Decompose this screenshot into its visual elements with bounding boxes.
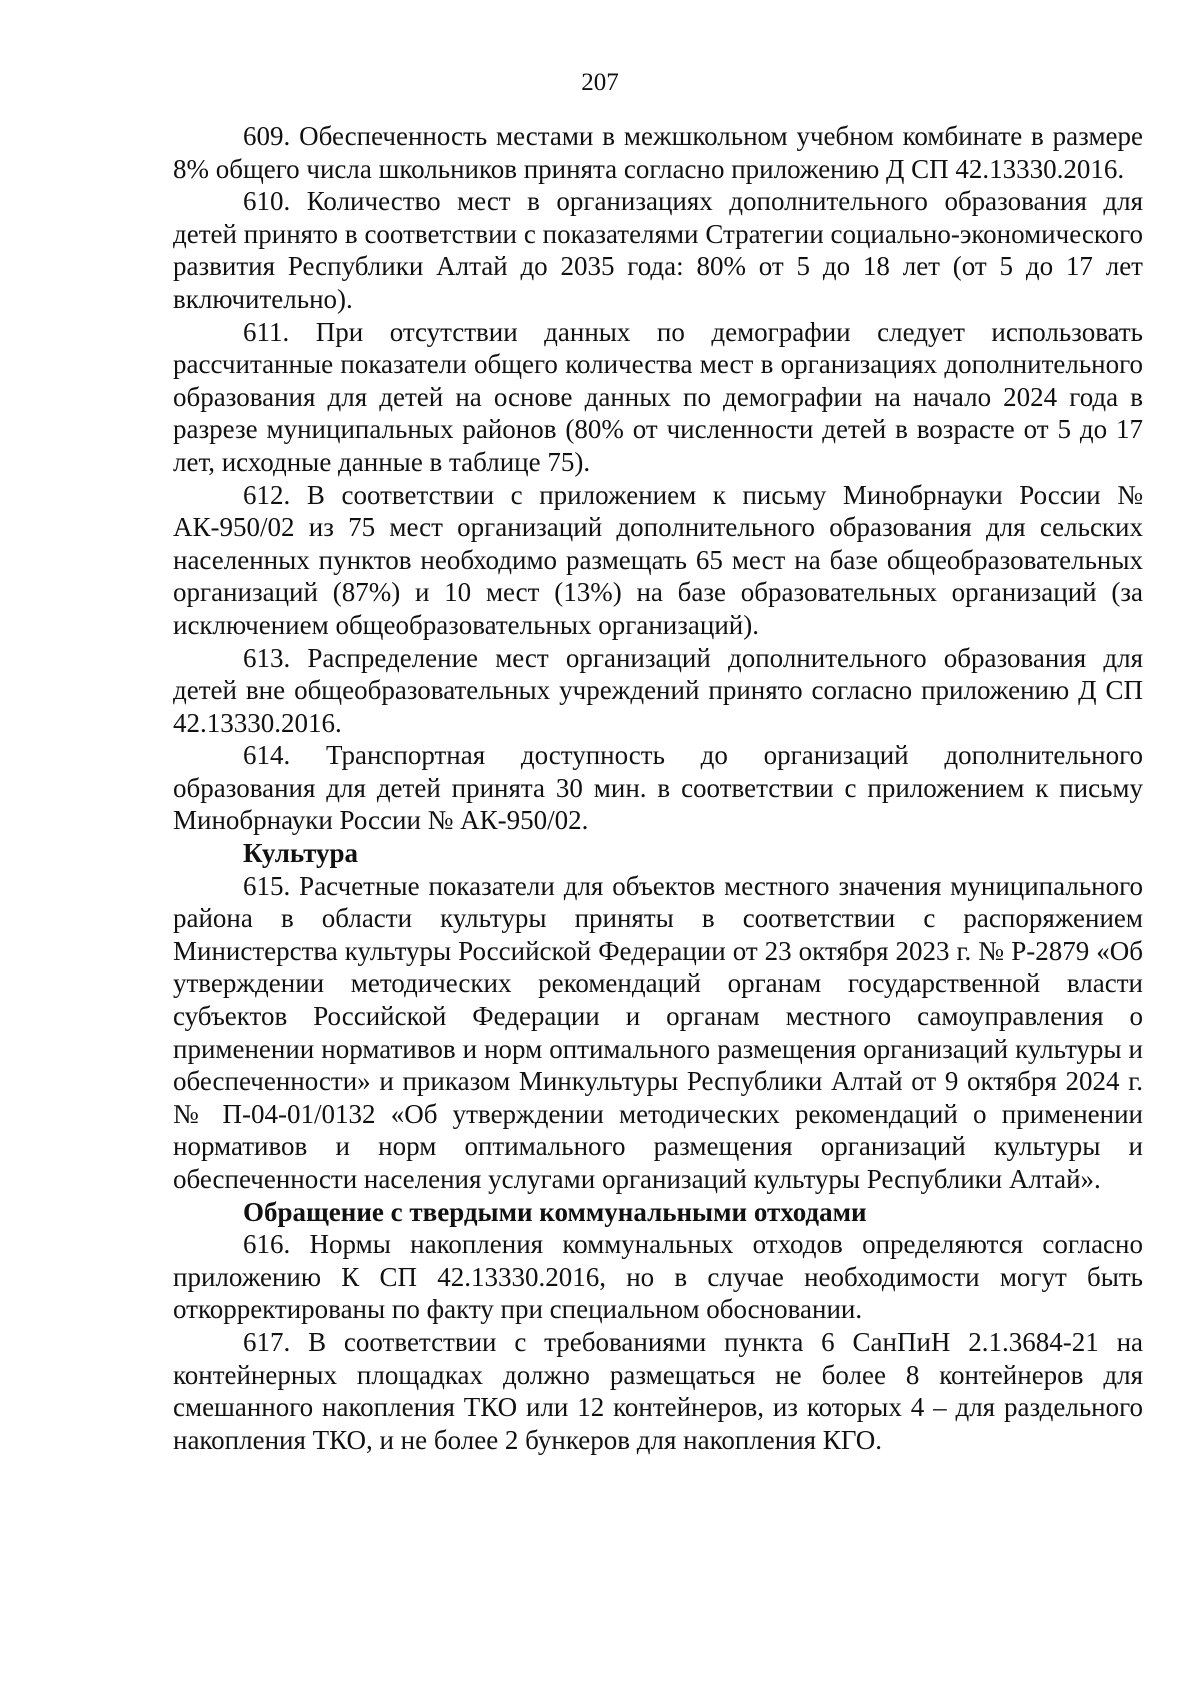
paragraph-615: 615. Расчетные показатели для объектов местного значения муниципального района в области культуры приняты в соответствии с распоряжением Министерства культуры Российской Федерации от 23 октября 2023 г. № Р-2879 «Об утверждении методических рекомендаций органам государственной власти субъектов Российской Федерации и органам местного самоуправления о применении нормативов и норм оптимального размещения организаций культуры и обеспеченности» и приказом Минкультуры Республики Алтай от 9 октября 2024 г. № П-04-01/0132 «Об утверждении методических рекомендаций о применении нормативов и норм оптимального размещения организаций культуры и обеспеченности населения услугами организаций культуры Республики Алтай». xyxy=(173,870,1143,1194)
paragraph-614: 614. Транспортная доступность до организаций дополнительного образования для детей принята 30 мин. в соответствии с приложением к письму Минобрнауки России № АК-950/02. xyxy=(173,740,1143,836)
paragraph-616: 616. Нормы накопления коммунальных отходов определяются согласно приложению К СП 42.13330.2016, но в случае необходимости могут быть откорректированы по факту при специальном обосновании. xyxy=(173,1229,1143,1325)
section-heading-culture: Культура xyxy=(243,838,359,869)
paragraph-613: 613. Распределение мест организаций дополнительного образования для детей вне общеобразовательных учреждений принято согласно приложению Д СП 42.13330.2016. xyxy=(173,642,1143,738)
paragraph-612: 612. В соответствии с приложением к письму Минобрнауки России № АК-950/02 из 75 мест организаций дополнительного образования для сельских населенных пунктов необходимо размещать 65 мест на базе общеобразовательных организаций (87%) и 10 мест (13%) на базе образовательных организаций (за исключением общеобразовательных организаций). xyxy=(173,479,1143,640)
paragraph-611: 611. При отсутствии данных по демографии следует использовать рассчитанные показатели общего количества мест в организациях дополнительного образования для детей на основе данных по демографии на начало 2024 года в разрезе муниципальных районов (80% от численности детей в возрасте от 5 до 17 лет, исходные данные в таблице 75). xyxy=(173,316,1143,477)
page-number: 207 xyxy=(581,69,619,96)
section-heading-waste: Обращение с твердыми коммунальными отходами xyxy=(243,1196,867,1227)
document-body xyxy=(173,120,1143,1456)
paragraph-610: 610. Количество мест в организациях дополнительного образования для детей принято в соответствии с показателями Стратегии социально-экономического развития Республики Алтай до 2035 года: 80% от 5 до 18 лет (от 5 до 17 лет включительно). xyxy=(173,186,1143,314)
paragraph-609: 609. Обеспеченность местами в межшкольном учебном комбинате в размере 8% общего числа школьников принята согласно приложению Д СП 42.13330.2016. xyxy=(173,121,1143,184)
paragraph-617: 617. В соответствии с требованиями пункта 6 СанПиН 2.1.3684-21 на контейнерных площадках должно размещаться не более 8 контейнеров для смешанного накопления ТКО или 12 контейнеров, из которых 4 – для раздельного накопления ТКО, и не более 2 бункеров для накопления КГО. xyxy=(173,1326,1143,1455)
